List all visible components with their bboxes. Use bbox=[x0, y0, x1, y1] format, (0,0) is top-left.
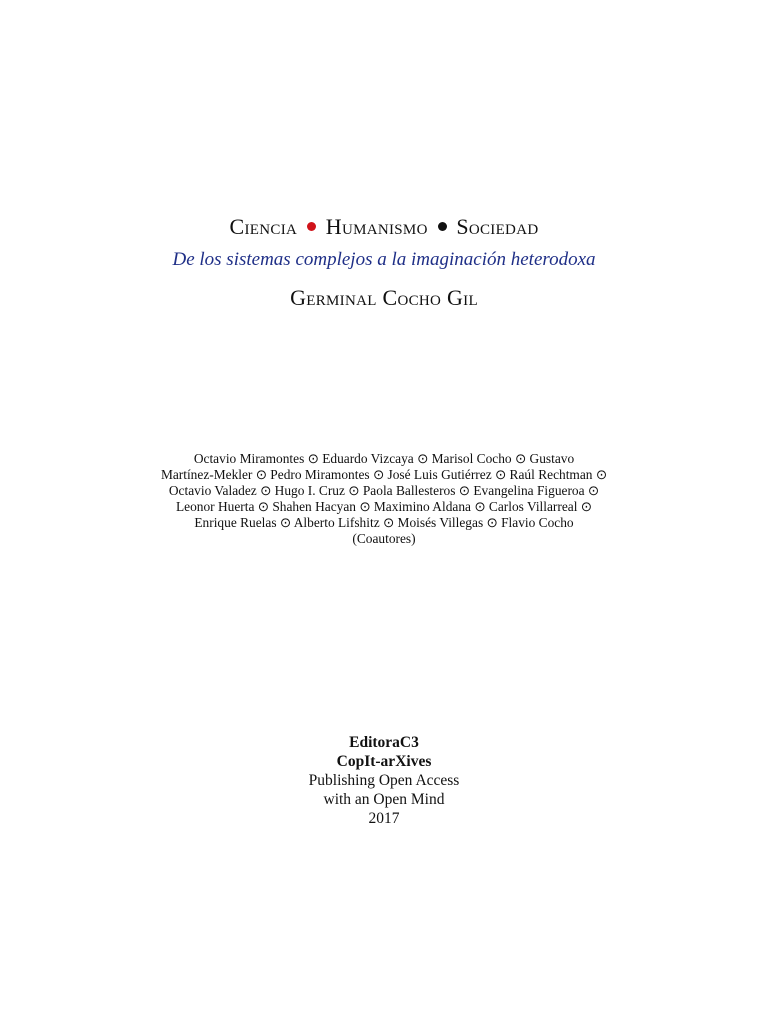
publisher-tagline: Publishing Open Access bbox=[308, 772, 460, 789]
title-word-sociedad: Sociedad bbox=[456, 214, 539, 239]
publisher-tagline: with an Open Mind bbox=[323, 791, 445, 808]
coauthors-line: Octavio Valadez ⊙ Hugo I. Cruz ⊙ Paola Ballesteros ⊙ Evangelina Figueroa ⊙ bbox=[168, 483, 600, 498]
coauthors-block bbox=[0, 451, 768, 547]
title-word-ciencia: Ciencia bbox=[229, 214, 298, 239]
book-author: Germinal Cocho Gil bbox=[290, 285, 478, 310]
red-bullet-icon bbox=[307, 222, 316, 231]
coauthors-line: Octavio Miramontes ⊙ Eduardo Vizcaya ⊙ Marisol Cocho ⊙ Gustavo bbox=[193, 451, 575, 466]
coauthors-label: (Coautores) bbox=[352, 531, 416, 546]
publisher-name: EditoraC3 bbox=[349, 734, 419, 751]
coauthors-line: Leonor Huerta ⊙ Shahen Hacyan ⊙ Maximino Aldana ⊙ Carlos Villarreal ⊙ bbox=[175, 499, 593, 514]
publication-year: 2017 bbox=[368, 810, 400, 827]
publisher-series: CopIt-arXives bbox=[336, 753, 432, 770]
black-bullet-icon bbox=[438, 222, 447, 231]
book-subtitle: De los sistemas complejos a la imaginación heterodoxa bbox=[172, 249, 596, 270]
publisher-block bbox=[0, 733, 768, 828]
coauthors-line: Martínez-Mekler ⊙ Pedro Miramontes ⊙ José Luis Gutiérrez ⊙ Raúl Rechtman ⊙ bbox=[160, 467, 608, 482]
book-title bbox=[0, 214, 768, 240]
coauthors-line: Enrique Ruelas ⊙ Alberto Lifshitz ⊙ Moisés Villegas ⊙ Flavio Cocho bbox=[194, 515, 574, 530]
title-word-humanismo: Humanismo bbox=[325, 214, 428, 239]
